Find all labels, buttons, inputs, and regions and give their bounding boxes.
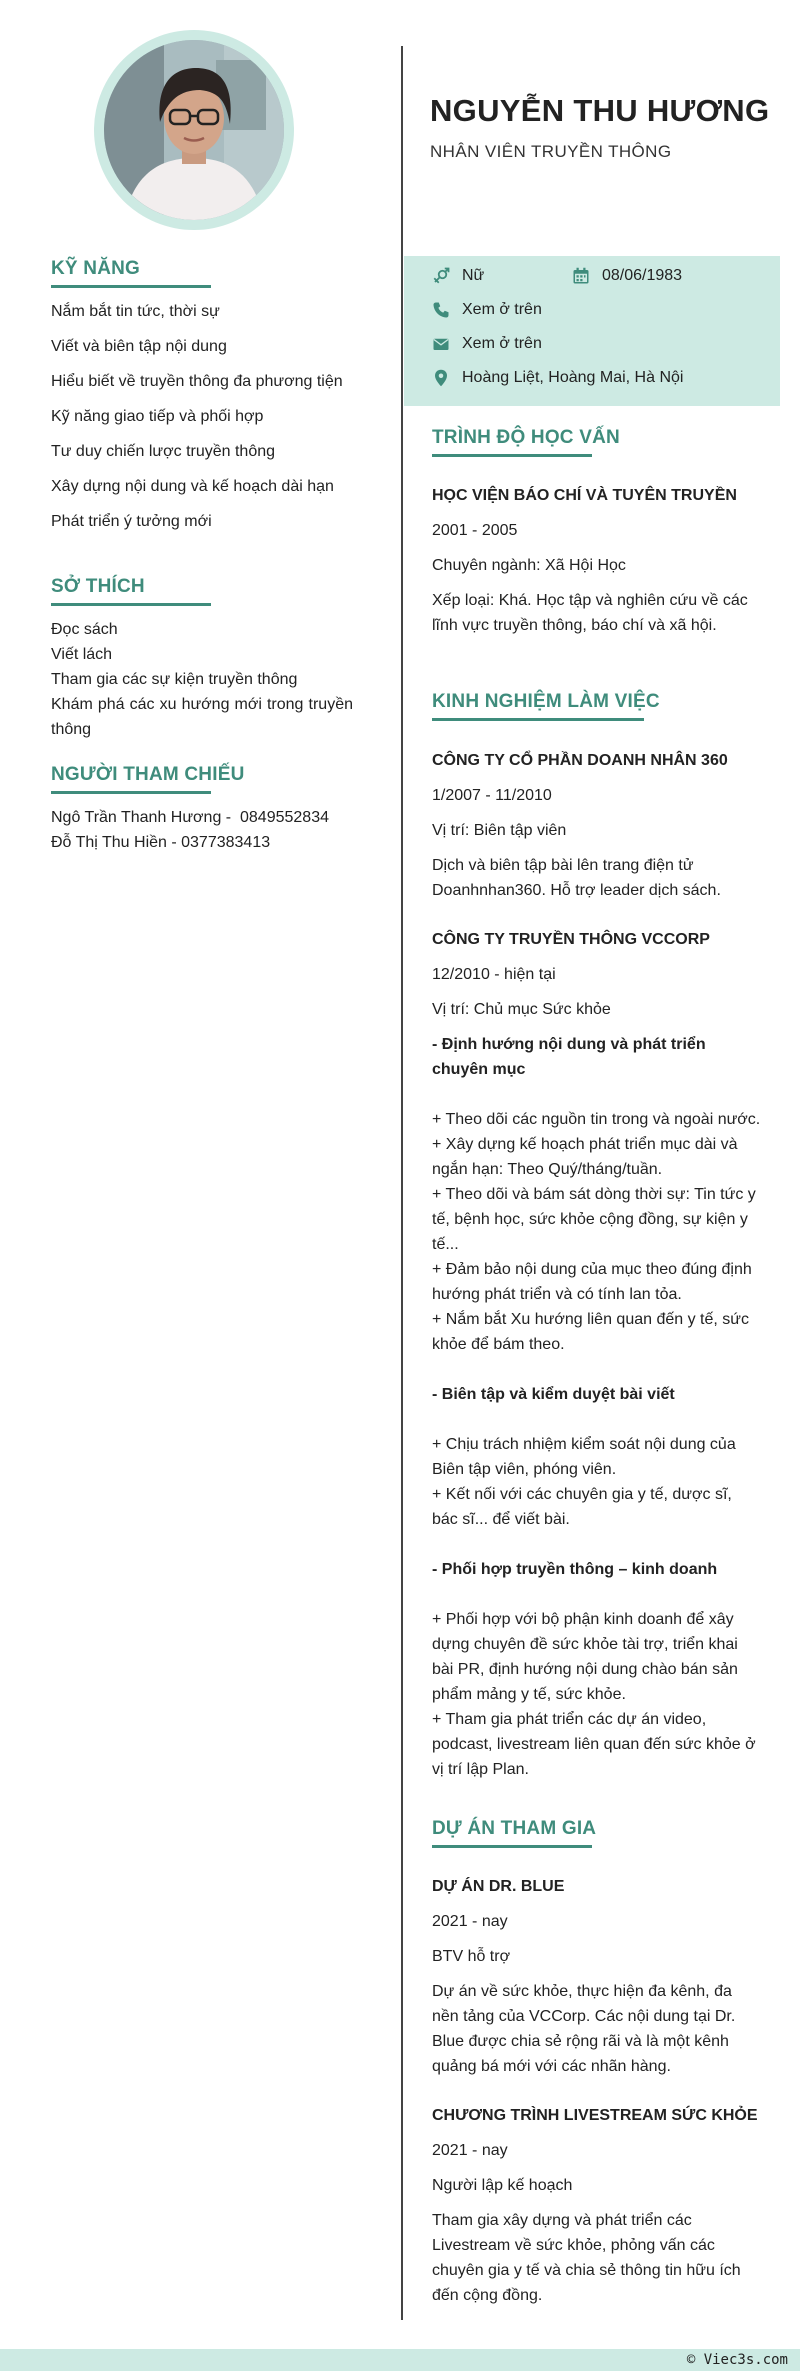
projects-title: DỰ ÁN THAM GIA <box>432 1818 597 1839</box>
job-period: 12/2010 - hiện tại <box>432 966 556 983</box>
experience-title-underline <box>432 718 644 721</box>
job-description: Dịch và biên tập bài lên trang điện tử Doanhnhan360. Hỗ trợ leader dịch sách. <box>432 857 721 899</box>
job-bullet: + Phối hợp với bộ phận kinh doanh để xây dựng chuyên đề sức khỏe tài trợ, triển khai bài PR, định hướng nội dung chào bán sản phẩm mảng y tế, sức khỏe. <box>432 1611 738 1703</box>
hobby-list <box>51 617 353 742</box>
contact-gender <box>432 267 484 285</box>
job-group-bullets <box>432 1607 762 1782</box>
birthdate-value: 08/06/1983 <box>602 267 683 284</box>
skill-item: Xây dựng nội dung và kế hoạch dài hạn <box>51 478 334 495</box>
education-major: Chuyên ngành: Xã Hội Học <box>432 557 626 574</box>
project-entry <box>432 1876 762 2079</box>
references-title-underline <box>51 791 211 794</box>
education-section <box>432 427 762 638</box>
left-column <box>0 0 400 2340</box>
phone-value: Xem ở trên <box>462 301 542 318</box>
gender-icon <box>432 267 450 285</box>
project-role: BTV hỗ trợ <box>432 1948 511 1965</box>
contact-phone <box>432 301 542 319</box>
skills-title: KỸ NĂNG <box>51 258 141 279</box>
job-group-heading: - Biên tập và kiểm duyệt bài viết <box>432 1386 675 1403</box>
project-period: 2021 - nay <box>432 2142 508 2159</box>
job-company: CÔNG TY CỔ PHẦN DOANH NHÂN 360 <box>432 752 728 769</box>
job-title: NHÂN VIÊN TRUYỀN THÔNG <box>430 142 672 161</box>
hobbies-section <box>51 576 353 742</box>
skill-list <box>51 301 353 533</box>
footer-watermark[interactable]: © Viec3s.com <box>686 2352 788 2368</box>
avatar-photo <box>104 40 284 220</box>
hobby-item: Tham gia các sự kiện truyền thông <box>51 671 298 688</box>
contact-box <box>404 256 780 406</box>
hobbies-title-underline <box>51 603 211 606</box>
job-bullet: + Theo dõi và bám sát dòng thời sự: Tin tức y tế, bệnh học, sức khỏe cộng đồng, sự kiện y tế... <box>432 1186 756 1253</box>
job-entry <box>432 929 762 1782</box>
skill-item: Tư duy chiến lược truyền thông <box>51 443 276 460</box>
job-group-bullets <box>432 1107 762 1357</box>
school-name: HỌC VIỆN BÁO CHÍ VÀ TUYÊN TRUYỀN <box>432 487 737 504</box>
education-title-underline <box>432 454 592 457</box>
project-name: CHƯƠNG TRÌNH LIVESTREAM SỨC KHỎE <box>432 2107 758 2124</box>
hobby-item: Đọc sách <box>51 621 118 638</box>
job-bullet: + Xây dựng kế hoạch phát triển mục dài và ngắn hạn: Theo Quý/tháng/tuần. <box>432 1136 738 1178</box>
education-period: 2001 - 2005 <box>432 522 518 539</box>
reference-list <box>51 805 353 855</box>
address-value: Hoàng Liệt, Hoàng Mai, Hà Nội <box>462 369 684 386</box>
column-divider <box>401 46 403 2320</box>
references-title: NGƯỜI THAM CHIẾU <box>51 764 245 785</box>
job-group-heading: - Phối hợp truyền thông – kinh doanh <box>432 1561 718 1578</box>
references-section <box>51 764 353 855</box>
job-bullet: + Theo dõi các nguồn tin trong và ngoài nước. <box>432 1111 761 1128</box>
hobby-item: Khám phá các xu hướng mới trong truyền thông <box>51 696 353 738</box>
job-group-heading: - Định hướng nội dung và phát triển chuyên mục <box>432 1036 706 1078</box>
avatar <box>104 40 284 220</box>
envelope-icon <box>432 335 450 353</box>
project-entry <box>432 2105 762 2308</box>
job-bullet: + Nắm bắt Xu hướng liên quan đến y tế, sức khỏe để bám theo. <box>432 1311 749 1353</box>
skill-item: Kỹ năng giao tiếp và phối hợp <box>51 408 264 425</box>
hobbies-title: SỞ THÍCH <box>51 576 145 597</box>
education-title: TRÌNH ĐỘ HỌC VẤN <box>432 427 620 448</box>
skill-item: Nắm bắt tin tức, thời sự <box>51 303 220 320</box>
reference-item: Ngô Trần Thanh Hương - 0849552834 <box>51 809 329 826</box>
candidate-name: NGUYỄN THU HƯƠNG <box>430 93 770 128</box>
job-period: 1/2007 - 11/2010 <box>432 787 552 804</box>
skill-item: Hiểu biết về truyền thông đa phương tiện <box>51 373 343 390</box>
project-description: Tham gia xây dựng và phát triển các Livestream về sức khỏe, phỏng vấn các chuyên gia y tế và chia sẻ thông tin hữu ích đến cộng đồng. <box>432 2212 741 2304</box>
calendar-icon <box>572 267 590 285</box>
skills-section <box>51 258 353 533</box>
job-position: Vị trí: Chủ mục Sức khỏe <box>432 1001 611 1018</box>
avatar-frame <box>94 30 294 230</box>
email-value: Xem ở trên <box>462 335 542 352</box>
project-period: 2021 - nay <box>432 1913 508 1930</box>
skill-item: Phát triển ý tưởng mới <box>51 513 212 530</box>
job-bullet: + Kết nối với các chuyên gia y tế, dược sĩ, bác sĩ... để viết bài. <box>432 1486 732 1528</box>
projects-title-underline <box>432 1845 592 1848</box>
contact-birthdate <box>572 267 682 285</box>
project-role: Người lập kế hoạch <box>432 2177 573 2194</box>
map-pin-icon <box>432 369 450 387</box>
job-entry <box>432 750 762 903</box>
footer-band <box>0 2349 800 2371</box>
job-bullet: + Đảm bảo nội dung của mục theo đúng định hướng phát triển và có tính lan tỏa. <box>432 1261 752 1303</box>
project-description: Dự án về sức khỏe, thực hiện đa kênh, đa nền tảng của VCCorp. Các nội dung tại Dr. Blue được chia sẻ rộng rãi và là một kênh quảng bá mới với các nhãn hàng. <box>432 1983 736 2075</box>
contact-address <box>432 369 683 387</box>
job-bullet: + Tham gia phát triển các dự án video, podcast, livestream liên quan đến sức khỏe ở vị trí lập Plan. <box>432 1711 756 1778</box>
experience-section <box>432 691 762 1782</box>
gender-value: Nữ <box>462 267 485 284</box>
job-position: Vị trí: Biên tập viên <box>432 822 567 839</box>
project-name: DỰ ÁN DR. BLUE <box>432 1878 565 1895</box>
reference-item: Đỗ Thị Thu Hiền - 0377383413 <box>51 834 271 851</box>
education-note: Xếp loại: Khá. Học tập và nghiên cứu về các lĩnh vực truyền thông, báo chí và xã hội. <box>432 592 748 634</box>
phone-icon <box>432 301 450 319</box>
skill-item: Viết và biên tập nội dung <box>51 338 227 355</box>
job-company: CÔNG TY TRUYỀN THÔNG VCCORP <box>432 931 710 948</box>
projects-section <box>432 1818 762 2308</box>
job-bullet: + Chịu trách nhiệm kiểm soát nội dung của Biên tập viên, phóng viên. <box>432 1436 736 1478</box>
job-group-bullets <box>432 1432 762 1532</box>
hobby-item: Viết lách <box>51 646 113 663</box>
contact-email <box>432 335 542 353</box>
experience-title: KINH NGHIỆM LÀM VIỆC <box>432 691 660 712</box>
skills-title-underline <box>51 285 211 288</box>
